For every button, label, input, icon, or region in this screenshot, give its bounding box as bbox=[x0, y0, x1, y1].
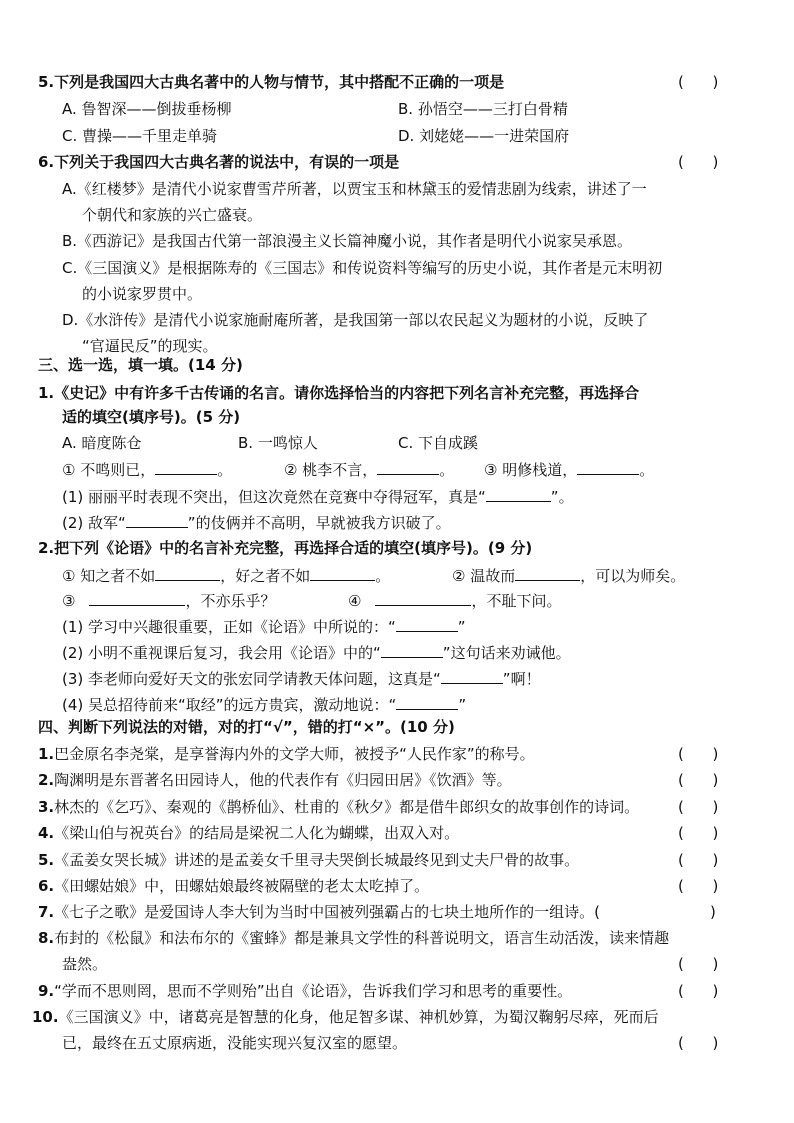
item-number: 3. bbox=[38, 798, 55, 816]
answer-blank[interactable] bbox=[377, 459, 439, 475]
s3-question-1-stem-line1 bbox=[38, 383, 639, 403]
judge-item-3 bbox=[38, 797, 639, 817]
fill-text: ③ 明修栈道， bbox=[484, 461, 578, 479]
fill-text: ④ bbox=[348, 592, 362, 610]
fill-text: ② 桃李不言， bbox=[284, 461, 378, 479]
answer-paren[interactable]: ( ) bbox=[678, 73, 719, 91]
answer-blank[interactable] bbox=[310, 565, 375, 581]
section-3-title: 三、选一选，填一填。(14 分) bbox=[38, 356, 243, 374]
question-text: 把下列《论语》中的名言补充完整，再选择合适的填空(填序号)。(9 分) bbox=[54, 539, 533, 557]
question-6-stem bbox=[38, 152, 399, 172]
judge-item-2 bbox=[38, 770, 512, 790]
answer-paren[interactable]: ( ) bbox=[678, 851, 719, 869]
s3-question-2-stem bbox=[38, 538, 532, 558]
s3-q2-fill-1 bbox=[62, 565, 390, 586]
answer-blank[interactable] bbox=[89, 590, 185, 606]
item-number: 2. bbox=[38, 771, 55, 789]
question-text: 下列是我国四大古典名著中的人物与情节，其中搭配不正确的一项是 bbox=[54, 73, 505, 91]
s3-q1-sub-2 bbox=[62, 512, 451, 533]
option-a: A. 鲁智深——倒拔垂杨柳 bbox=[62, 100, 232, 118]
sub-text: (2) 小明不重视课后复习，我会用《论语》中的“ bbox=[62, 644, 381, 662]
answer-blank[interactable] bbox=[577, 459, 639, 475]
item-text: 巴金原名李尧棠，是享誉海内外的文学大师，被授予“人民作家”的称号。 bbox=[54, 745, 535, 763]
item-number: 1. bbox=[38, 745, 55, 763]
question-number: 1. bbox=[38, 384, 55, 402]
answer-paren[interactable]: ( ) bbox=[678, 153, 719, 171]
answer-blank[interactable] bbox=[126, 512, 188, 528]
fill-end: 。 bbox=[217, 461, 233, 479]
fill-end: 。 bbox=[375, 567, 391, 585]
answer-blank[interactable] bbox=[515, 565, 580, 581]
answer-blank[interactable] bbox=[381, 642, 443, 658]
s3-q2-fill-3 bbox=[62, 590, 275, 611]
answer-paren[interactable]: ( ) bbox=[678, 745, 719, 763]
question-5-stem bbox=[38, 72, 504, 92]
option-c: C. 曹操——千里走单骑 bbox=[62, 127, 218, 145]
answer-blank[interactable] bbox=[375, 590, 471, 606]
s3-q2-sub-2 bbox=[62, 642, 571, 663]
judge-item-1 bbox=[38, 744, 535, 764]
answer-paren[interactable]: ( ) bbox=[678, 982, 719, 1000]
judge-item-7 bbox=[38, 902, 600, 922]
sub-end: ”啊！ bbox=[502, 670, 541, 688]
question-number: 5. bbox=[38, 73, 55, 91]
item-number: 8. bbox=[38, 929, 55, 947]
item-text: 林杰的《乞巧》、秦观的《鹊桥仙》、杜甫的《秋夕》都是借牛郎织女的故事创作的诗词。 bbox=[54, 798, 640, 816]
answer-blank[interactable] bbox=[155, 459, 217, 475]
s3-q2-sub-1 bbox=[62, 616, 466, 637]
option-a-line1: A.《红楼梦》是清代小说家曹雪芹所著，以贾宝玉和林黛玉的爱情悲剧为线索，讲述了一 bbox=[62, 180, 647, 198]
answer-paren[interactable]: ( ) bbox=[678, 824, 719, 842]
s3-q1-option-b: B. 一鸣惊人 bbox=[238, 434, 318, 452]
answer-paren[interactable]: ( ) bbox=[678, 1034, 719, 1052]
s3-q2-sub-4 bbox=[62, 694, 466, 715]
answer-paren[interactable]: ( ) bbox=[678, 877, 719, 895]
option-a-line2: 个朝代和家族的兴亡盛衰。 bbox=[82, 206, 263, 224]
s3-q1-fill-3 bbox=[484, 459, 654, 480]
sub-end: ” bbox=[458, 696, 467, 714]
sub-end: ” bbox=[457, 618, 466, 636]
s3-q1-fill-2 bbox=[284, 459, 454, 480]
judge-item-6 bbox=[38, 876, 429, 896]
item-text: 《七子之歌》是爱国诗人李大钊为当时中国被列强霸占的七块土地所作的一组诗。( bbox=[54, 903, 600, 921]
answer-paren-close[interactable]: ) bbox=[710, 903, 716, 921]
item-number: 4. bbox=[38, 824, 55, 842]
item-text: 《孟姜女哭长城》讲述的是孟姜女千里寻夫哭倒长城最终见到丈夫尸骨的故事。 bbox=[54, 851, 580, 869]
option-c-line2: 的小说家罗贯中。 bbox=[82, 285, 203, 303]
item-text: 《梁山伯与祝英台》的结局是梁祝二人化为蝴蝶，出双入对。 bbox=[54, 824, 460, 842]
sub-text: (3) 李老师向爱好天文的张宏同学请教天体问题，这真是“ bbox=[62, 670, 441, 688]
item-text: 布封的《松鼠》和法布尔的《蜜蜂》都是兼具文学性的科普说明文，语言生动活泼，读来情趣 bbox=[54, 929, 670, 947]
sub-text: (4) 吴总招待前来“取经”的远方贵宾，激动地说：“ bbox=[62, 696, 397, 714]
judge-item-8 bbox=[38, 928, 669, 948]
judge-item-8-continued: 盎然。 bbox=[62, 955, 108, 973]
sub-text: (2) 敌军“ bbox=[62, 514, 126, 532]
fill-end: 。 bbox=[439, 461, 455, 479]
item-text: “学而不思则罔，思而不学则殆”出自《论语》，告诉我们学习和思考的重要性。 bbox=[54, 982, 573, 1000]
answer-paren[interactable]: ( ) bbox=[678, 955, 719, 973]
s3-q2-fill-2 bbox=[452, 565, 685, 586]
s3-question-1-stem-line2: 适的填空(填序号)。(5 分) bbox=[62, 408, 241, 426]
s3-q1-option-a: A. 暗度陈仓 bbox=[62, 434, 142, 452]
judge-item-4 bbox=[38, 823, 459, 843]
answer-blank[interactable] bbox=[155, 565, 220, 581]
item-number: 5. bbox=[38, 851, 55, 869]
fill-end: ，可以为师矣。 bbox=[580, 567, 686, 585]
item-number: 7. bbox=[38, 903, 55, 921]
option-b: B. 孙悟空——三打白骨精 bbox=[398, 100, 568, 118]
answer-paren[interactable]: ( ) bbox=[678, 771, 719, 789]
answer-blank[interactable] bbox=[486, 486, 551, 502]
fill-text: ③ bbox=[62, 592, 76, 610]
fill-text: ① 知之者不如 bbox=[62, 567, 156, 585]
item-number: 9. bbox=[38, 982, 55, 1000]
item-number: 10. bbox=[32, 1008, 59, 1026]
s3-q1-fill-1 bbox=[62, 459, 232, 480]
fill-text: ，好之者不如 bbox=[220, 567, 311, 585]
answer-blank[interactable] bbox=[396, 694, 458, 710]
sub-text: (1) 丽丽平时表现不突出，但这次竟然在竞赛中夺得冠军，真是“ bbox=[62, 488, 486, 506]
section-4-title: 四、判断下列说法的对错，对的打“√”，错的打“×”。(10 分) bbox=[38, 718, 455, 736]
option-b: B.《西游记》是我国古代第一部浪漫主义长篇神魔小说，其作者是明代小说家吴承恩。 bbox=[62, 232, 633, 250]
item-number: 6. bbox=[38, 877, 55, 895]
s3-q2-sub-3 bbox=[62, 668, 541, 689]
answer-paren[interactable]: ( ) bbox=[678, 798, 719, 816]
option-d-line2: “官逼民反”的现实。 bbox=[82, 337, 218, 355]
fill-end: ，不亦乐乎？ bbox=[185, 592, 276, 610]
question-number: 6. bbox=[38, 153, 55, 171]
option-c-line1: C.《三国演义》是根据陈寿的《三国志》和传说资料等编写的历史小说，其作者是元末明初 bbox=[62, 259, 663, 277]
judge-item-10-continued: 已，最终在五丈原病逝，没能实现兴复汉室的愿望。 bbox=[62, 1034, 408, 1052]
s3-q1-option-c: C. 下自成蹊 bbox=[398, 434, 479, 452]
question-text: 下列关于我国四大古典名著的说法中，有误的一项是 bbox=[54, 153, 400, 171]
item-text: 《三国演义》中，诸葛亮是智慧的化身，他足智多谋、神机妙算，为蜀汉鞠躬尽瘁，死而后 bbox=[58, 1008, 659, 1026]
answer-blank[interactable] bbox=[396, 616, 458, 632]
answer-blank[interactable] bbox=[441, 668, 503, 684]
question-number: 2. bbox=[38, 539, 55, 557]
judge-item-10 bbox=[32, 1007, 659, 1027]
sub-end: ”的伎俩并不高明，早就被我方识破了。 bbox=[187, 514, 451, 532]
judge-item-5 bbox=[38, 850, 579, 870]
s3-q2-fill-4 bbox=[348, 590, 561, 611]
option-d-line1: D.《水浒传》是清代小说家施耐庵所著，是我国第一部以农民起义为题材的小说，反映了 bbox=[62, 311, 649, 329]
item-text: 陶渊明是东晋著名田园诗人，他的代表作有《归园田居》《饮酒》等。 bbox=[54, 771, 512, 789]
fill-end: ，不耻下问。 bbox=[471, 592, 562, 610]
judge-item-9 bbox=[38, 981, 572, 1001]
fill-end: 。 bbox=[639, 461, 655, 479]
sub-text: (1) 学习中兴趣很重要，正如《论语》中所说的：“ bbox=[62, 618, 396, 636]
sub-end: ”。 bbox=[550, 488, 574, 506]
question-text: 《史记》中有许多千古传诵的名言。请你选择恰当的内容把下列名言补充完整，再选择合 bbox=[54, 384, 640, 402]
fill-text: ② 温故而 bbox=[452, 567, 516, 585]
sub-end: ”这句话来劝诫他。 bbox=[442, 644, 571, 662]
option-d: D. 刘姥姥——一进荣国府 bbox=[398, 127, 570, 145]
fill-text: ① 不鸣则已， bbox=[62, 461, 156, 479]
item-text: 《田螺姑娘》中，田螺姑娘最终被隔壁的老太太吃掉了。 bbox=[54, 877, 430, 895]
s3-q1-sub-1 bbox=[62, 486, 574, 507]
